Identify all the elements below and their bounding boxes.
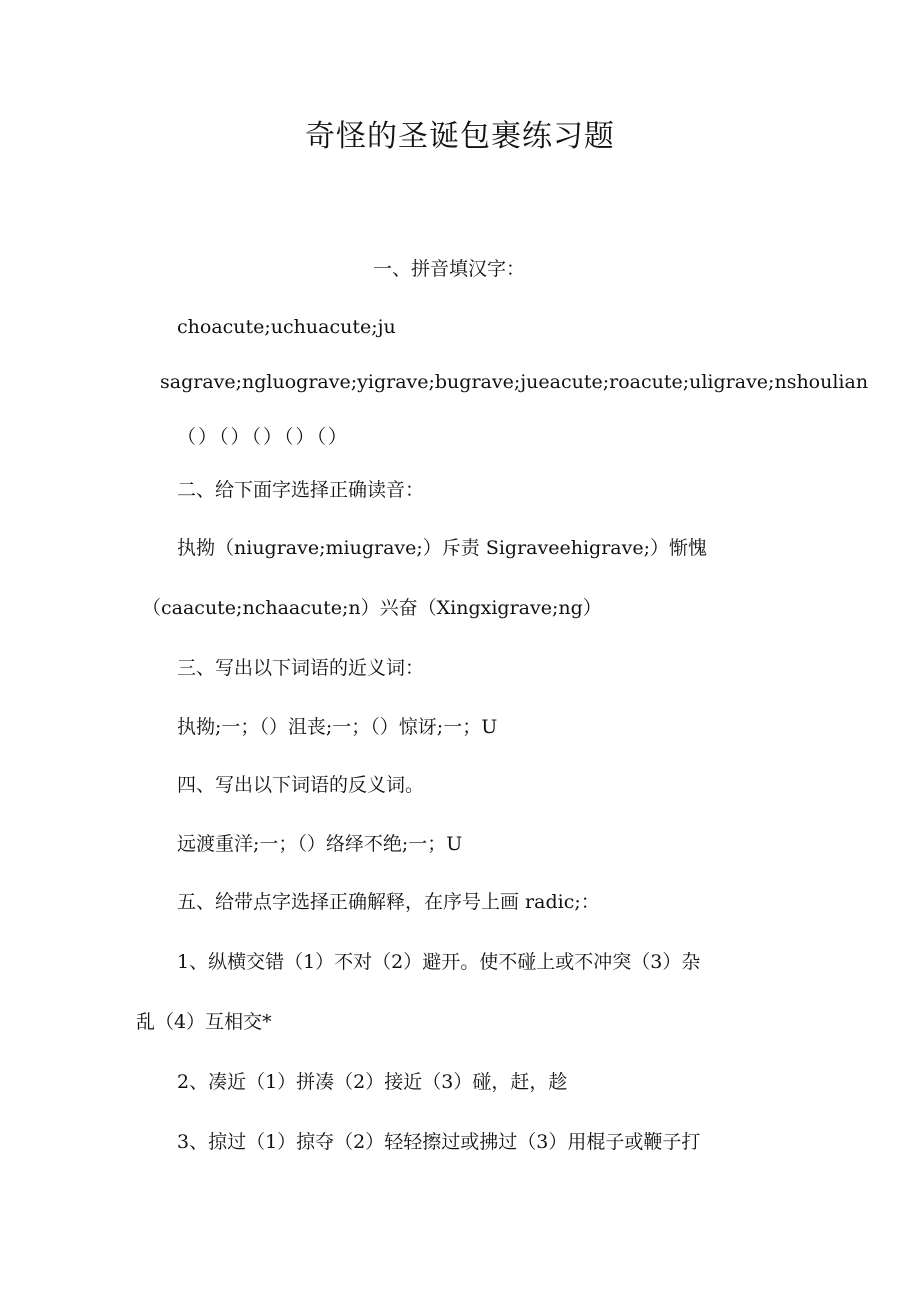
question-1-line-1: 1、纵横交错（1）不对（2）避开。使不碰上或不冲突（3）杂	[177, 951, 701, 973]
document-title: 奇怪的圣诞包裹练习题	[305, 119, 615, 154]
answer-brackets: （）（）（）（）（）	[177, 426, 350, 448]
section-5-heading: 五、给带点字选择正确解释，在序号上画 radic;：	[177, 891, 600, 913]
antonym-line: 远渡重洋;一；（）络绎不绝;一；U	[177, 833, 463, 855]
section-4-heading: 四、写出以下词语的反义词。	[177, 774, 425, 796]
pinyin-line-2: sagrave;ngluograve;yigrave;bugrave;jueacute;roacute;uligrave;nshoulian	[160, 371, 869, 393]
question-2-line: 2、凑近（1）拼凑（2）接近（3）碰，赶，趁	[177, 1071, 568, 1093]
synonym-line: 执拗;一；（）沮丧;一；（）惊讶;一；U	[177, 716, 498, 738]
section-3-heading: 三、写出以下词语的近义词：	[177, 657, 425, 679]
pinyin-line-1: choacute;uchuacute;ju	[177, 316, 396, 338]
question-1-line-2: 乱（4）互相交*	[136, 1011, 272, 1033]
reading-line-2: （caacute;nchaacute;n）兴奋（Xingxigrave;ng）	[142, 597, 602, 619]
section-2-heading: 二、给下面字选择正确读音：	[177, 479, 425, 501]
question-3-line: 3、掠过（1）掠夺（2）轻轻擦过或拂过（3）用棍子或鞭子打	[177, 1131, 701, 1153]
section-1-heading: 一、拼音填汉字：	[373, 258, 526, 280]
reading-line-1: 执拗（niugrave;miugrave;）斥责 Sigraveehigrave;）惭愧	[177, 537, 707, 559]
